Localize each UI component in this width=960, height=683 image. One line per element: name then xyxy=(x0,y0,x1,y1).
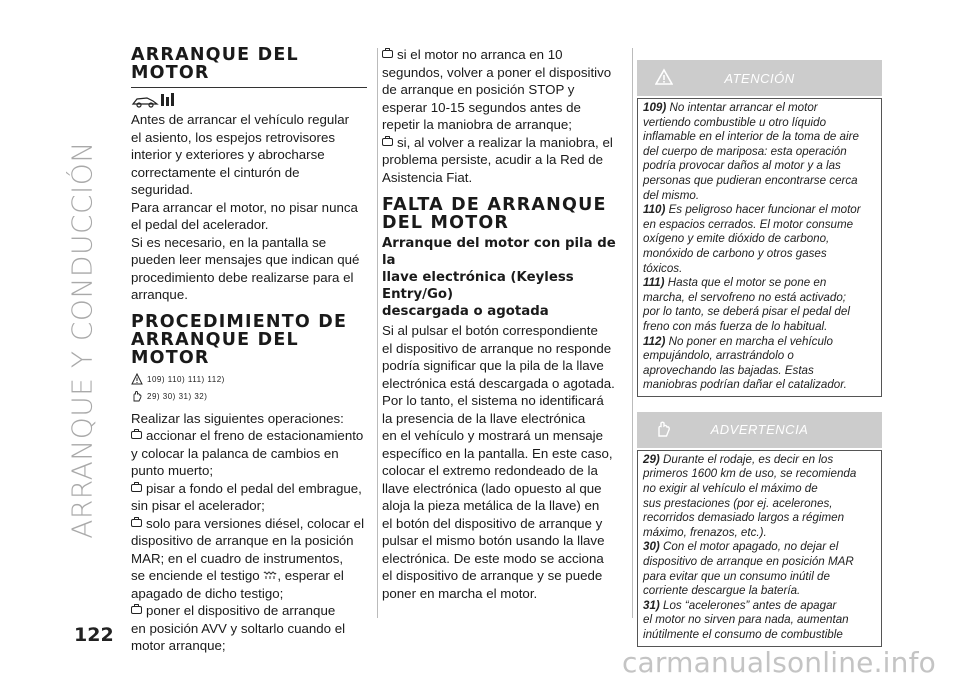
procedure-steps: accionar el freno de estacionamiento y colocar la palanca de cambios en punto muerto; pisar a fondo el pedal del embrague, sin pisar el acelerador; solo para versiones diésel, colocar el dispositivo de arranque en la posición MAR; en el cuadro de instrumentos, se enciende el testigo , esperar el apagado de dicho testigo; poner el dispositivo de arranque en posición AVV y soltarlo cuando el motor arranque; xyxy=(131,428,365,653)
note-text xyxy=(643,453,876,643)
warning-triangle-icon xyxy=(655,68,673,86)
note-line: Hasta que el motor se pone en xyxy=(667,276,827,290)
text-line: el dispositivo de arranque no responde xyxy=(382,340,612,356)
text-line: específico en la pantalla. En este caso, xyxy=(382,445,613,461)
note-line: personas que pudieran encontrarse cerca xyxy=(643,173,858,187)
note-number: 109) xyxy=(643,101,667,114)
note-number: 29) xyxy=(643,452,660,466)
column-middle xyxy=(382,46,622,602)
note-line: del cuerpo de mariposa: esta operación xyxy=(643,144,847,158)
subheading-keyless: Arranque del motor con pila de la llave electrónica (Keyless Entry/Go) descargada o agotada xyxy=(382,236,616,319)
text-line: Si al pulsar el botón correspondiente xyxy=(382,323,598,338)
text-line: Para arrancar el motor, no pisar nunca xyxy=(131,199,358,215)
note-line: por lo tanto, se deberá pisar el pedal del xyxy=(643,305,850,319)
bullet-icon xyxy=(131,431,142,439)
note-line: primeros 1600 km de uso, se recomienda xyxy=(643,467,857,481)
note-line: inflamable en el interior de la toma de aire xyxy=(643,130,859,144)
text-line: Por lo tanto, el sistema no identificará xyxy=(382,393,604,408)
note-line: aprovechando las bajadas. Estas xyxy=(643,363,814,377)
warning-ref-numbers: 109) 110) 111) 112) xyxy=(147,374,225,384)
text-line: llave electrónica (lado opuesto al que xyxy=(382,480,602,496)
column-divider xyxy=(632,48,633,618)
keyless-paragraph xyxy=(382,322,622,602)
warning-refs xyxy=(131,373,367,386)
note-line: freno con más fuerza de lo habitual. xyxy=(643,319,828,333)
note-line: empujándolo, arrastrándolo o xyxy=(643,349,794,363)
text-line: arranque. xyxy=(131,287,188,302)
note-line: Es peligroso hacer funcionar el motor xyxy=(668,203,861,217)
column-right xyxy=(637,60,882,647)
bullet-icon xyxy=(131,606,142,614)
caution-refs xyxy=(131,390,367,403)
note-line: No intentar arrancar el motor xyxy=(669,101,818,114)
steps-continued: si el motor no arranca en 10 segundos, volver a poner el dispositivo de arranque en posición STOP y esperar 10-15 segundos antes de repetir la maniobra de arranque; si, al volver a realizar la maniobra, el problema persiste, acudir a la Red de Asistencia Fiat. xyxy=(382,47,613,185)
note-number: 30) xyxy=(643,540,660,554)
glow-plug-icon xyxy=(263,571,277,580)
text-line: aloja la pieza metálica de la llave) en xyxy=(382,498,600,513)
note-line: maniobras podrían dañar el catalizador. xyxy=(643,378,847,392)
caution-ref-numbers: 29) 30) 31) 32) xyxy=(147,391,208,401)
text-line: Antes de arrancar el vehículo regular xyxy=(131,112,350,127)
attention-header xyxy=(637,60,882,96)
text-line: el botón del dispositivo de arranque y xyxy=(382,515,603,531)
caution-hand-icon xyxy=(131,390,143,402)
note-number: 31) xyxy=(643,598,660,612)
note-line: vertiendo combustible u otro líquido xyxy=(643,115,827,129)
procedure-lead: Realizar las siguientes operaciones: xyxy=(131,410,344,426)
note-line: Con el motor apagado, no dejar el xyxy=(663,540,839,554)
text-line: Si es necesario, en la pantalla se xyxy=(131,234,327,250)
text-line: podría significar que la pila de la llave xyxy=(382,358,604,373)
caution-hand-icon xyxy=(655,420,673,438)
note-line: máximo, frenazos, etc.). xyxy=(643,525,767,539)
page-number: 122 xyxy=(74,624,114,646)
note-line: marcha, el servofreno no está activado; xyxy=(643,290,846,304)
column-divider xyxy=(377,48,378,618)
note-number: 112) xyxy=(643,334,666,348)
text-line: pulsar el mismo botón usando la llave xyxy=(382,533,605,548)
note-number: 110) xyxy=(643,203,666,217)
note-line: no exigir al vehículo el máximo de xyxy=(643,482,818,496)
note-line: monóxido de carbono y otros gases xyxy=(643,246,827,260)
note-line: Durante el rodaje, es decir en los xyxy=(663,452,834,466)
bullet-icon xyxy=(382,138,393,146)
text-line: seguridad. xyxy=(131,182,194,197)
text-line: electrónica. De este modo se acciona xyxy=(382,550,604,566)
bullet-icon xyxy=(131,519,142,527)
note-line: sus prestaciones (por ej. acelerones, xyxy=(643,496,833,510)
bullet-icon xyxy=(382,50,393,58)
note-line: el motor no sirven para nada, aumentan xyxy=(643,613,849,627)
note-number: 111) xyxy=(643,276,665,290)
note-line: para evitar que un consumo inútil de xyxy=(643,569,830,583)
note-line: Los “acelerones” antes de apagar xyxy=(663,598,837,612)
note-line: inútilmente el consumo de combustible xyxy=(643,628,843,641)
note-text xyxy=(643,101,876,393)
column-left xyxy=(131,46,367,655)
car-fuel-icon xyxy=(131,92,177,108)
text-line: procedimiento debe realizarse para el xyxy=(131,269,354,285)
advertencia-label: ADVERTENCIA xyxy=(710,422,809,438)
text-line: pueden leer mensajes que indican qué xyxy=(131,252,360,267)
note-line: del mismo. xyxy=(643,188,700,202)
car-icon-row xyxy=(131,92,367,108)
text-line: poner en marcha el motor. xyxy=(382,585,538,601)
note-line: No poner en marcha el vehículo xyxy=(668,334,833,348)
note-line: dispositivo de arranque en posición MAR xyxy=(643,555,854,569)
note-line: en espacios cerrados. El motor consume xyxy=(643,217,854,231)
subsection-title: PROCEDIMIENTO DE ARRANQUE DEL MOTOR xyxy=(131,311,348,368)
text-line: el dispositivo de arranque y se puede xyxy=(382,568,603,583)
text-line: en el vehículo y mostrará un mensaje xyxy=(382,428,603,443)
section-title: ARRANQUE DEL MOTOR xyxy=(131,45,299,83)
title-rule xyxy=(131,87,367,88)
section-title-falta: FALTA DE ARRANQUE DEL MOTOR xyxy=(382,195,607,233)
note-line: tóxicos. xyxy=(643,261,683,275)
text-line: correctamente el cinturón de xyxy=(131,164,300,180)
note-line: recorridos demasiado largos a régimen xyxy=(643,511,845,525)
note-line: podría provocar daños al motor y a las xyxy=(643,159,841,173)
advertencia-header xyxy=(637,412,882,448)
text-line: el pedal del acelerador. xyxy=(131,217,269,232)
note-line: oxígeno y emite dióxido de carbono, xyxy=(643,232,830,246)
note-line: corriente descargue la batería. xyxy=(643,584,801,598)
warning-triangle-icon xyxy=(131,373,143,385)
text-line: el asiento, los espejos retrovisores xyxy=(131,129,335,145)
advertencia-box xyxy=(637,450,882,647)
text-line: la presencia de la llave electrónica xyxy=(382,410,586,426)
text-line: electrónica está descargada o agotada. xyxy=(382,375,615,391)
text-line: interior y exteriores y abrocharse xyxy=(131,147,325,162)
intro-paragraph xyxy=(131,111,367,304)
bullet-icon xyxy=(131,484,142,492)
text-line: colocar el extremo redondeado de la xyxy=(382,463,598,478)
chapter-side-title: ARRANQUE Y CONDUCCIÓN xyxy=(65,141,99,539)
watermark: carmanualsonline.info xyxy=(621,646,936,679)
attention-label: ATENCIÓN xyxy=(724,70,795,86)
attention-box xyxy=(637,98,882,397)
